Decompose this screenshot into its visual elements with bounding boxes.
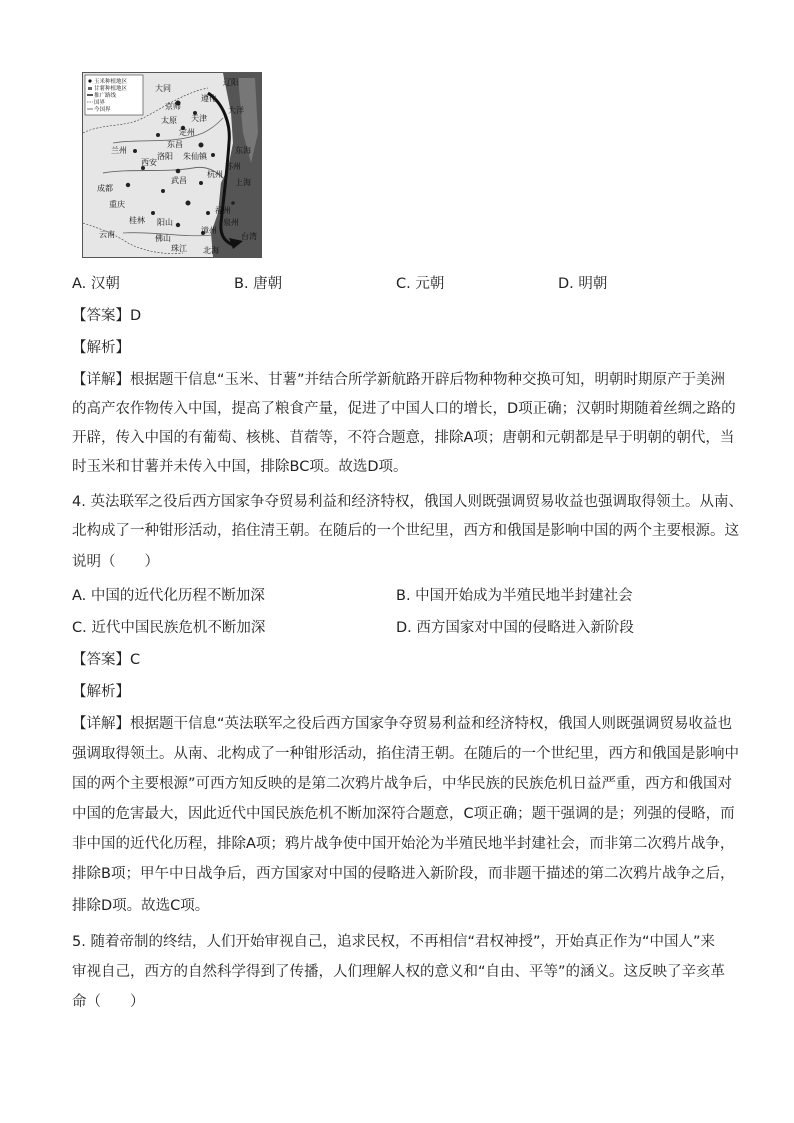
q4-analysis-label: 【解析】 xyxy=(72,684,130,700)
q3-option-c[interactable] xyxy=(396,274,444,294)
q4-detail-line: 非中国的近代化历程，排除A项；鸦片战争使中国开始沦为半殖民地半封建社会，而非第二次鸦片战争， xyxy=(72,836,735,852)
place-label: 天津 xyxy=(191,114,207,123)
legend-item: 国界 xyxy=(94,100,106,106)
place-label: 桂林 xyxy=(129,216,145,225)
place-label: 上海 xyxy=(235,178,251,187)
legend-item: 推广路线 xyxy=(94,93,117,99)
q4-detail-line: 【详解】根据题干信息“英法联军之役后西方国家争夺贸易利益和经济特权，俄国人则既强调贸易收益也 xyxy=(72,716,733,732)
q5-stem-line: 5. 随着帝制的终结，人们开始审视自己，追求民权，不再相信“君权神授”，开始真正作为“中国人”来 xyxy=(72,934,715,950)
place-label: 定州 xyxy=(179,128,195,137)
q4-detail-line: 排除B项；甲午中日战争后，西方国家对中国的侵略进入新阶段，而非题干描述的第二次鸦片战争之后， xyxy=(72,866,735,882)
place-label: 京师 xyxy=(165,102,181,111)
place-label: 佛山 xyxy=(155,234,171,243)
place-label: 武昌 xyxy=(171,176,187,185)
place-label: 洛阳 xyxy=(157,152,173,161)
q5-stem-line: 命（ ） xyxy=(72,994,145,1010)
q4-option-c[interactable] xyxy=(72,618,265,638)
q3-option-d[interactable] xyxy=(558,274,607,294)
map-figure xyxy=(82,72,262,258)
option-text: 元朝 xyxy=(415,276,445,292)
answer-label: 【答案】 xyxy=(72,652,130,668)
place-label: 重庆 xyxy=(109,200,125,209)
place-label: 珠江 xyxy=(171,244,187,253)
q4-stem-line: 4. 英法联军之役后西方国家争夺贸易利益和经济特权，俄国人则既强调贸易收益也强调取得领土。从南、 xyxy=(72,494,743,510)
place-label: 大洋 xyxy=(228,106,244,115)
q4-detail-line: 中国的危害最大，因此近代中国民族危机不断加深符合题意，C项正确；题干强调的是；列强的侵略，而 xyxy=(72,806,735,822)
option-text: 唐朝 xyxy=(253,276,283,292)
place-label: 苏州 xyxy=(225,162,241,171)
option-letter: B. xyxy=(396,588,411,604)
place-label: 兰州 xyxy=(111,146,127,155)
q3-answer xyxy=(72,306,141,326)
legend-item: 玉米种植地区 xyxy=(94,79,128,85)
place-label: 遵化 xyxy=(201,94,217,103)
q3-option-a[interactable] xyxy=(72,274,120,294)
place-label: 朱仙镇 xyxy=(183,152,207,161)
q4-stem-line: 北构成了一种钳形活动，掐住清王朝。在随后的一个世纪里，西方和俄国是影响中国的两个主要根源。这 xyxy=(72,523,739,539)
option-letter: A. xyxy=(72,588,87,604)
q3-detail-line: 的高产农作物传入中国，提高了粮食产量，促进了中国人口的增长，D项正确；汉朝时期随着丝绸之路的 xyxy=(72,401,736,417)
place-label: 成都 xyxy=(97,184,113,193)
option-letter: C. xyxy=(396,276,411,292)
place-label: 大同 xyxy=(155,84,171,93)
q4-stem-line: 说明（ ） xyxy=(72,554,159,570)
answer-label: 【答案】 xyxy=(72,308,130,324)
place-label: 东海 xyxy=(235,146,251,155)
place-label: 云南 xyxy=(99,230,115,239)
option-letter: D. xyxy=(558,276,574,292)
place-label: 太原 xyxy=(161,116,177,125)
legend-item: 今国界 xyxy=(94,107,111,113)
option-text: 明朝 xyxy=(578,276,608,292)
answer-value: D xyxy=(130,308,142,324)
option-text: 西方国家对中国的侵略进入新阶段 xyxy=(416,620,634,636)
option-text: 中国的近代化历程不断加深 xyxy=(90,588,265,604)
option-letter: C. xyxy=(72,620,87,636)
option-text: 中国开始成为半殖民地半封建社会 xyxy=(415,588,633,604)
q4-detail-line: 国的两个主要根源”可西方知反映的是第二次鸦片战争后，中华民族的民族危机日益严重，西方和俄国对 xyxy=(72,776,733,792)
option-text: 近代中国民族危机不断加深 xyxy=(91,620,266,636)
q4-answer xyxy=(72,650,140,670)
q3-detail-line: 【详解】根据题干信息“玉米、甘薯”并结合所学新航路开辟后物种物种交换可知，明朝时期原产于美洲 xyxy=(72,372,726,388)
q4-option-a[interactable] xyxy=(72,586,265,606)
place-label: 辽阳 xyxy=(223,78,239,87)
option-text: 汉朝 xyxy=(90,276,120,292)
place-label: 东昌 xyxy=(167,140,183,149)
answer-value: C xyxy=(130,652,141,668)
q3-option-b[interactable] xyxy=(234,274,282,294)
place-label: 北海 xyxy=(203,246,219,255)
place-label: 台湾 xyxy=(241,232,257,241)
legend-item: 甘薯种植地区 xyxy=(94,86,128,92)
q4-option-d[interactable] xyxy=(396,618,634,638)
q3-detail-line: 时玉米和甘薯并未传入中国，排除BC项。故选D项。 xyxy=(72,459,408,475)
q3-analysis-label: 【解析】 xyxy=(72,340,130,356)
option-letter: B. xyxy=(234,276,249,292)
q3-detail-line: 开辟，传入中国的有葡萄、核桃、苜蓿等，不符合题意，排除A项；唐朝和元朝都是早于明朝的朝代，当 xyxy=(72,430,735,446)
q5-stem-line: 审视自己，西方的自然科学得到了传播，人们理解人权的意义和“自由、平等”的涵义。这反映了辛亥革 xyxy=(72,964,726,980)
option-letter: D. xyxy=(396,620,412,636)
place-label: 杭州 xyxy=(207,170,223,179)
q4-detail-line: 强调取得领土。从南、北构成了一种钳形活动，掐住清王朝。在随后的一个世纪里，西方和俄国是影响中 xyxy=(72,746,739,762)
option-letter: A. xyxy=(72,276,87,292)
q4-detail-line: 排除D项。故选C项。 xyxy=(72,898,210,914)
map-svg xyxy=(83,73,261,257)
place-label: 泉州 xyxy=(223,218,239,227)
place-label: 阳山 xyxy=(157,218,173,227)
place-label: 西安 xyxy=(141,158,157,167)
place-label: 漳州 xyxy=(201,226,217,235)
q4-option-b[interactable] xyxy=(396,586,633,606)
place-label: 福州 xyxy=(215,206,231,215)
